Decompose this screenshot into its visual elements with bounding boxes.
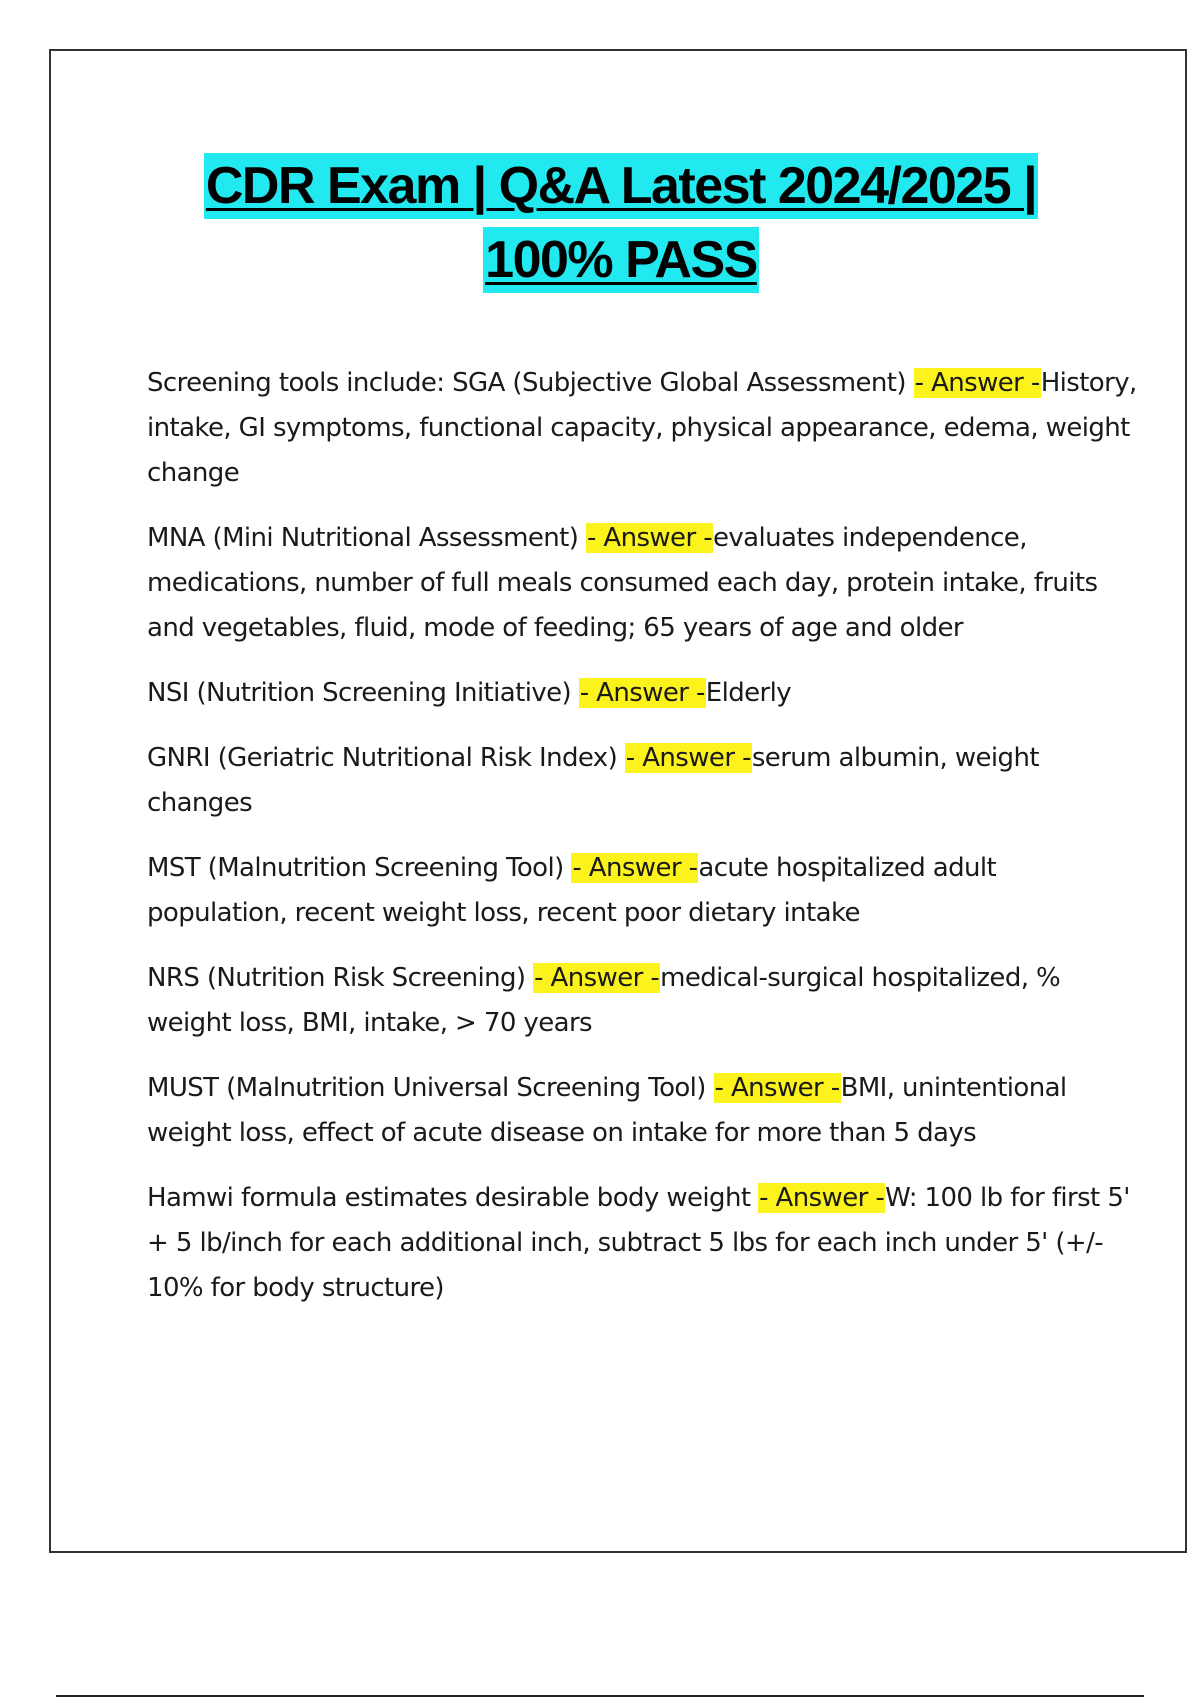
answer-marker: - Answer - <box>572 853 698 883</box>
page-bottom-divider <box>56 1695 1144 1697</box>
title-line-2: 100% PASS <box>483 227 759 293</box>
answer-marker: - Answer - <box>914 368 1040 398</box>
question-text: MUST (Malnutrition Universal Screening Tool) <box>147 1073 714 1103</box>
qa-item <box>147 956 1137 1046</box>
answer-text: History, intake, GI symptoms, functional capacity, physical appearance, edema, weight change <box>147 368 1137 488</box>
qa-item <box>147 361 1137 496</box>
answer-marker: - Answer - <box>586 523 712 553</box>
answer-marker: - Answer - <box>759 1183 885 1213</box>
answer-marker: - Answer - <box>714 1073 840 1103</box>
document-title <box>146 147 1096 295</box>
answer-text: BMI, unintentional weight loss, effect of acute disease on intake for more than 5 days <box>147 1073 1067 1148</box>
qa-item <box>147 516 1137 651</box>
title-line-1: CDR Exam | Q&A Latest 2024/2025 | <box>204 153 1038 219</box>
qa-item <box>147 1066 1137 1156</box>
qa-list <box>147 361 1137 1331</box>
answer-text: serum albumin, weight changes <box>147 743 1039 818</box>
question-text: Screening tools include: SGA (Subjective Global Assessment) <box>147 368 914 398</box>
question-text: Hamwi formula estimates desirable body weight <box>147 1183 759 1213</box>
question-text: NSI (Nutrition Screening Initiative) <box>147 678 579 708</box>
question-text: MNA (Mini Nutritional Assessment) <box>147 523 586 553</box>
qa-item <box>147 736 1137 826</box>
answer-text: evaluates independence, medications, number of full meals consumed each day, protein intake, fruits and vegetables, fluid, mode of feeding; 65 years of age and older <box>147 523 1098 643</box>
answer-text: acute hospitalized adult population, recent weight loss, recent poor dietary intake <box>147 853 997 928</box>
answer-marker: - Answer - <box>534 963 660 993</box>
answer-marker: - Answer - <box>625 743 751 773</box>
question-text: GNRI (Geriatric Nutritional Risk Index) <box>147 743 625 773</box>
answer-marker: - Answer - <box>579 678 705 708</box>
answer-text: Elderly <box>705 678 792 708</box>
qa-item <box>147 1176 1137 1311</box>
question-text: NRS (Nutrition Risk Screening) <box>147 963 534 993</box>
answer-text: medical-surgical hospitalized, % weight loss, BMI, intake, > 70 years <box>147 963 1061 1038</box>
answer-text: W: 100 lb for first 5' + 5 lb/inch for each additional inch, subtract 5 lbs for each inch under 5' (+/- 10% for body structure) <box>147 1183 1130 1303</box>
qa-item <box>147 671 1137 716</box>
qa-item <box>147 846 1137 936</box>
document-page <box>49 49 1187 1553</box>
question-text: MST (Malnutrition Screening Tool) <box>147 853 572 883</box>
